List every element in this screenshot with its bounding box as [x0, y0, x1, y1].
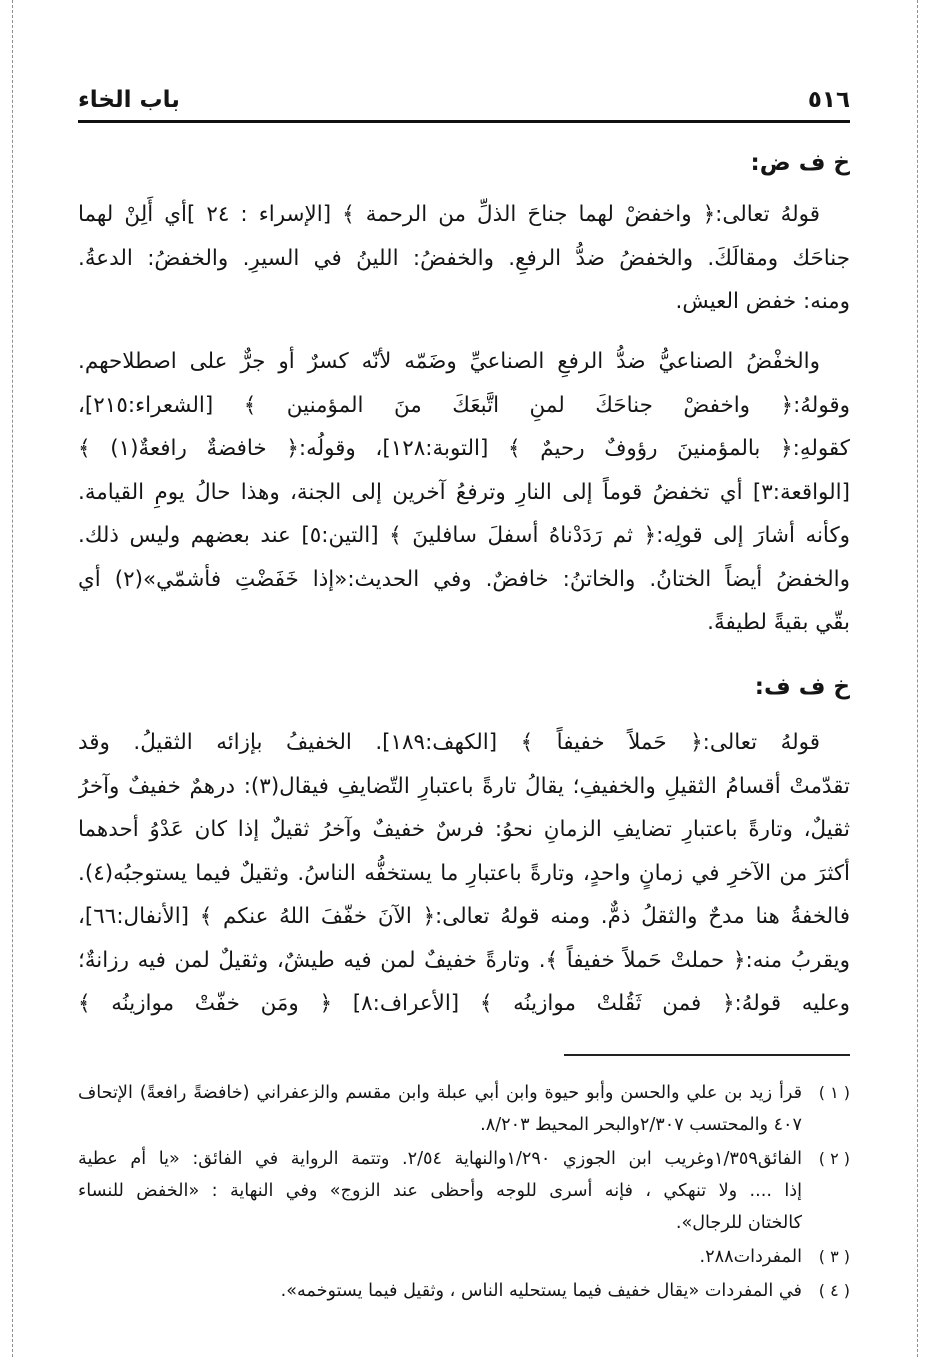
text-line: وكأنه أشارَ إلى قولِه:﴿ ثم رَدَدْناهُ أسفلَ سافلينَ ﴾ [التين:٥] عند بعضهم وليس ذلك.	[78, 523, 850, 548]
text-line: جناحَك ومقالَكَ. والخفضُ ضدُّ الرفعِ. والخفضُ: اللينُ في السيرِ. والخفضُ: الدعةُ.	[78, 245, 850, 271]
running-header	[78, 80, 850, 120]
chapter-title: باب الخاء	[78, 87, 180, 113]
paragraph	[78, 721, 850, 1026]
text-line: ومنه: خفض العيش.	[675, 289, 850, 314]
footnote-line: إذا .... ولا تنهكي ، فإنه أسرى للوجه وأحظى عند الزوج» وفي النهاية : «الخفض للنساء	[78, 1181, 802, 1201]
text-line: فالخفةُ هنا مدحٌ والثقلُ ذمٌّ. ومنه قولهُ تعالى:﴿ الآنَ خفّفَ اللهُ عنكم ﴾ [الأنفال:٦٦]،	[78, 904, 850, 929]
text-line: وقولهُ:﴿ واخفضْ جناحَكَ لمنِ اتَّبعَكَ منَ المؤمنين ﴾ [الشعراء:٢١٥]،	[78, 392, 850, 418]
footnote-text	[78, 1275, 802, 1307]
text-line: كقولهِ:﴿ بالمؤمنينَ رؤوفٌ رحيمٌ ﴾ [التوبة:١٢٨]، وقولُه:﴿ خافضةٌ رافعةٌ(١) ﴾	[78, 436, 850, 461]
footnote-number: ( ٤ )	[818, 1281, 850, 1300]
paragraph	[78, 340, 850, 645]
footnote	[78, 1241, 850, 1273]
entry-root-heading: خ ف ض:	[750, 150, 850, 176]
text-line: والخفْضُ الصناعيُّ ضدُّ الرفعِ الصناعيِّ وضَمّه لأنّه كسرٌ أو جرٌّ على اصطلاحهم.	[78, 349, 820, 374]
page-number: ٥١٦	[807, 87, 850, 113]
text-line: وعليه قولهُ:﴿ فمن ثَقُلتْ موازينُه ﴾ [الأعراف:٨] ﴿ ومَن خفّتْ موازينُه ﴾	[78, 991, 850, 1016]
footnote-number: ( ٣ )	[818, 1247, 850, 1266]
footnote-line: في المفردات «يقال خفيف فيما يستحليه الناس ، وثقيل فيما يستوخمه».	[280, 1281, 802, 1301]
footnote	[78, 1143, 850, 1239]
footnote-number: ( ٢ )	[818, 1149, 850, 1168]
text-line: ثقيلٌ، وتارةً باعتبارِ تضايفِ الزمانِ نحوُ: فرسٌ خفيفٌ وآخرُ ثقيلٌ إذا كان عَدْوُ أحدهما	[78, 817, 850, 842]
text-line: أكثرَ من الآخرِ في زمانٍ واحدٍ، وتارةً باعتبارِ ما يستخفُّه الناسُ. وثقيلٌ فيما يستوجبُه(٤).	[78, 860, 850, 886]
footnote-line: قرأ زيد بن علي والحسن وأبو حيوة وابن أبي عبلة وابن مقسم والزعفراني (خافضةً رافعةً) الإتحاف	[78, 1083, 802, 1103]
footnote-line: كالختان للرجال».	[675, 1213, 802, 1233]
book-page	[78, 0, 850, 1307]
text-line: بقّي بقيةً لطيفةً.	[707, 610, 850, 635]
footnote-line: الفائق١/٣٥٩وغريب ابن الجوزي ١/٢٩٠والنهاية ٢/٥٤. وتتمة الرواية في الفائق: «يا أم عطية	[78, 1149, 802, 1169]
footnotes	[78, 1077, 850, 1307]
footnote-text	[78, 1077, 802, 1141]
text-line: والخفضُ أيضاً الختانُ. والخاتنُ: خافضٌ. وفي الحديث:«إذا خَفَضْتِ فأشمّي»(٢) أي	[78, 566, 850, 592]
footnote-line: ٤٠٧ والمحتسب ٢/٣٠٧والبحر المحيط ٨/٢٠٣.	[480, 1115, 802, 1135]
scan-margin-line-left	[12, 0, 13, 1357]
footnote-separator	[564, 1054, 850, 1056]
text-line: تقدّمتْ أقسامُ الثقيلِ والخفيفِ؛ يقالُ تارةً باعتبارِ التّضايفِ فيقال(٣): درهمٌ خفيفٌ وآخرُ	[78, 773, 850, 799]
footnote	[78, 1275, 850, 1307]
entry-section	[78, 123, 850, 645]
text-line: [الواقعة:٣] أي تخفضُ قوماً إلى النارِ وترفعُ آخرين إلى الجنة، وهذا حالُ يومِ القيامة.	[78, 479, 850, 505]
entry-section	[78, 645, 850, 1026]
scan-margin-line-right	[917, 0, 918, 1357]
entry-root-heading: خ ف ف:	[754, 674, 850, 700]
footnote	[78, 1077, 850, 1141]
text-line: ويقربُ منه:﴿ حملتْ حَملاً خفيفاً ﴾. وتارةً خفيفٌ لمن فيه طيشٌ، وثقيلٌ لمن فيه رزانةٌ؛	[78, 947, 850, 973]
footnote-text	[78, 1143, 802, 1239]
text-line: قولهُ تعالى:﴿ حَملاً خفيفاً ﴾ [الكهف:١٨٩]. الخفيفُ بإزائه الثقيلُ. وقد	[78, 730, 820, 755]
footnote-text	[78, 1241, 802, 1273]
paragraph	[78, 193, 850, 324]
footnote-number: ( ١ )	[818, 1083, 850, 1102]
footnote-line: المفردات٢٨٨.	[699, 1247, 802, 1267]
text-line: قولهُ تعالى:﴿ واخفضْ لهما جناحَ الذلِّ من الرحمة ﴾ [الإسراء : ٢٤ ]أي أَلِنْ لهما	[78, 202, 821, 227]
